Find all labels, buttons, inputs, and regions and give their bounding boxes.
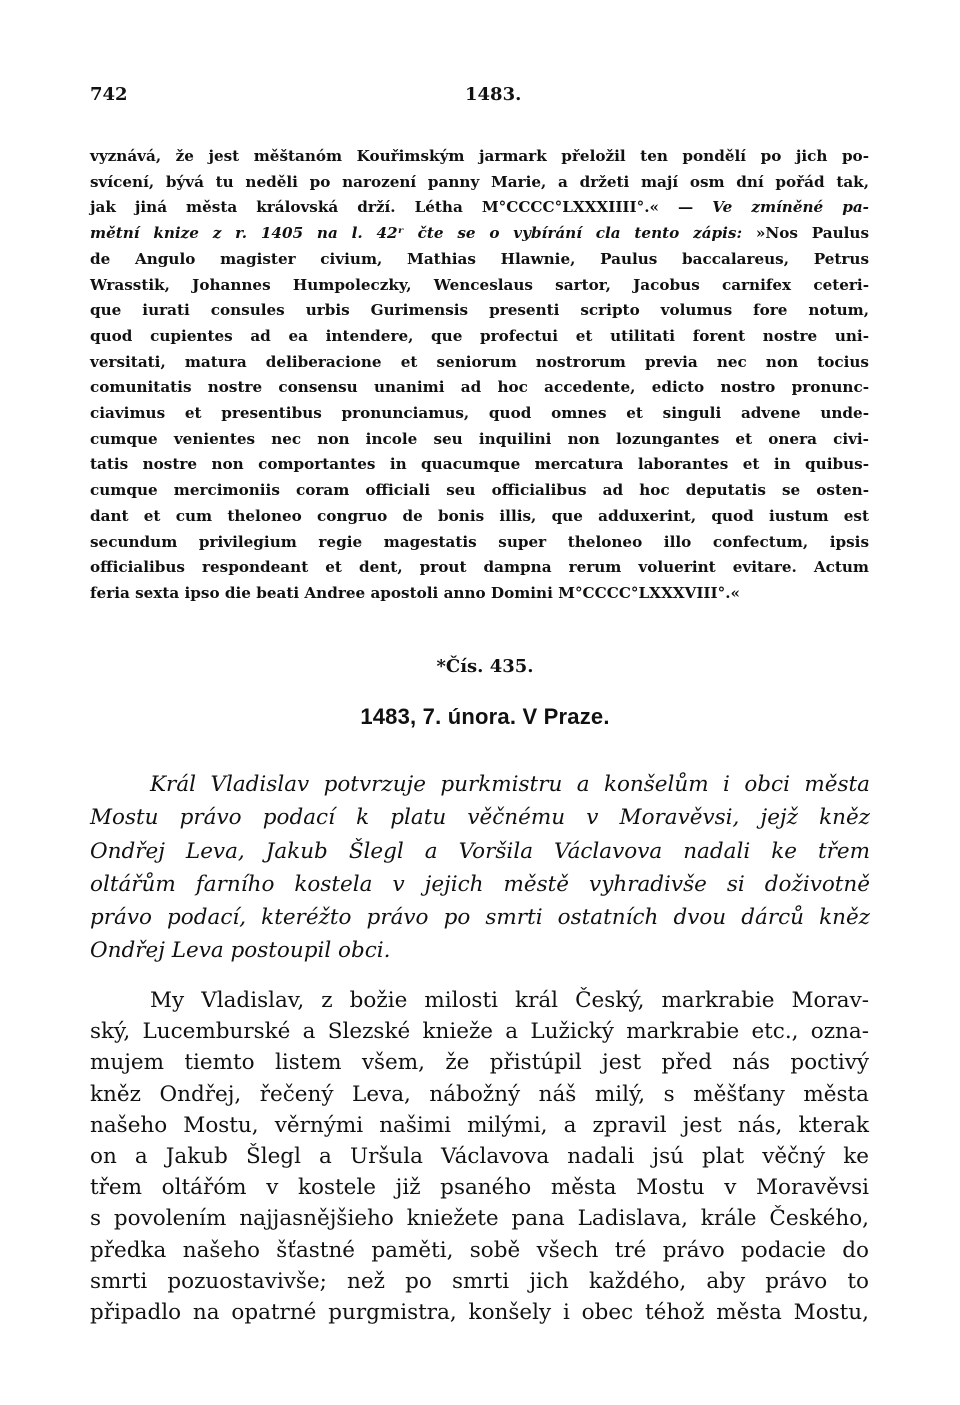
regest-line: Ondřej Leva, Jakub Šlegl a Voršila Václavova nadali ke třem [90, 838, 870, 864]
body-line: mujem tiemto listem všem, že přistúpil jest před nás poctivý [90, 1050, 869, 1076]
italic-note: Ve zmíněné pa- [712, 198, 869, 217]
text-line: feria sexta ipso die beati Andree apostoli anno Domini M°CCCC°LXXXVIII°.« [90, 583, 740, 602]
body-line: našeho Mostu, věrnými našimi milými, a zpravil jest nás, kterak [90, 1112, 869, 1138]
regest-line: Ondřej Leva postoupil obci. [90, 938, 391, 964]
text-line: comunitatis nostre consensu unanimi ad hoc accedente, edicto nostro pronunc- [90, 378, 869, 397]
text-line: officialibus respondeant et dent, prout dampna rerum voluerint evitare. Actum [90, 558, 869, 577]
text-line: tatis nostre non comportantes in quacumque mercatura laborantes et in quibus- [90, 455, 869, 474]
body-line: on a Jakub Šlegl a Uršula Václavova nadali jsú plat věčný ke [90, 1144, 869, 1170]
text-line: dant et cum theloneo congruo de bonis illis, que adduxerint, quod iustum est [90, 506, 869, 525]
text-line: versitati, matura deliberacione et seniorum nostrorum previa nec non tocius [90, 352, 869, 371]
regest [90, 768, 870, 968]
text-line: vyznává, že jest měštanóm Kouřimským jarmark přeložil ten pondělí po jich po- [90, 147, 869, 165]
body-line: připadlo na opatrné purgmistra, konšely i obec téhož města Mostu, [90, 1300, 869, 1326]
text-line [90, 221, 869, 247]
text-line: que iurati consules urbis Gurimensis presenti scripto volumus fore notum, [90, 301, 869, 320]
body-line: třem oltářóm v kostele již psaného města Mostu v Moravěvsi [90, 1175, 869, 1201]
page-header [90, 84, 870, 114]
body-line: My Vladislav, z božie milosti král Český, markrabie Morav- [150, 988, 869, 1013]
text-line: cumque mercimoniis coram officiali seu officialibus ad hoc deputatis se osten- [90, 481, 869, 500]
text-line [90, 195, 869, 221]
regest-line: Mostu právo podací k platu věčnému v Moravěvsi, jejž kněz [90, 805, 870, 831]
text-line: ciavimus et presentibus pronunciamus, quod omnes et singuli advene unde- [90, 404, 869, 423]
italic-note: mětní knize z r. 1405 na l. 42ʳ čte se o vybírání cla tento zápis: [90, 224, 743, 243]
body-line: smrti pozuostavivše; než po smrti jich každého, aby právo to [90, 1268, 869, 1294]
regest-line: právo podací, kteréžto právo po smrti ostatních dvou dárců kněz [90, 905, 870, 931]
body-line: ský, Lucemburské a Slezské knieže a Lužický markrabie etc., ozna- [90, 1019, 869, 1045]
text-line: de Angulo magister civium, Mathias Hlawnie, Paulus baccalareus, Petrus [90, 249, 869, 268]
running-year: 1483. [465, 84, 522, 105]
document-body-text [90, 985, 869, 1328]
text-line: Wrasstik, Johannes Humpoleczky, Wenceslaus sartor, Jacobus carnifex ceteri- [90, 275, 869, 294]
previous-entry-text [90, 144, 869, 607]
text-span: »Nos Paulus [755, 224, 869, 243]
body-line: kněz Ondřej, řečený Leva, nábožný náš milý, s měšťany města [90, 1081, 869, 1107]
regest-line: oltářům farního kostela v jejich městě vyhradivše si doživotně [90, 871, 870, 897]
regest-line: Král Vladislav potvrzuje purkmistru a konšelům i obci města [150, 772, 870, 797]
text-line: svícení, bývá tu neděli po narození panny Marie, a držeti mají osm dní pořád tak, [90, 172, 869, 191]
page-number: 742 [90, 84, 128, 105]
text-line: secundum privilegium regie magestatis super theloneo illo confectum, ipsis [90, 532, 869, 551]
text-span: jak jiná města královská drží. Létha M°CCCC°LXXXIIII°.« — [90, 198, 713, 217]
body-line: s povolením najjasnějšieho kniežete pana Ladislava, krále Českého, [90, 1206, 869, 1232]
body-line: předka našeho šťastné paměti, sobě všech tré právo podacie do [90, 1237, 869, 1263]
text-line: quod cupientes ad ea intendere, que profectui et utilitati forent nostre uni- [90, 326, 869, 345]
text-line: cumque venientes nec non incole seu inquilini non lozungantes et onera civi- [90, 429, 869, 448]
document-number: *Čís. 435. [436, 656, 534, 677]
document-date-place: 1483, 7. února. V Praze. [360, 704, 610, 729]
